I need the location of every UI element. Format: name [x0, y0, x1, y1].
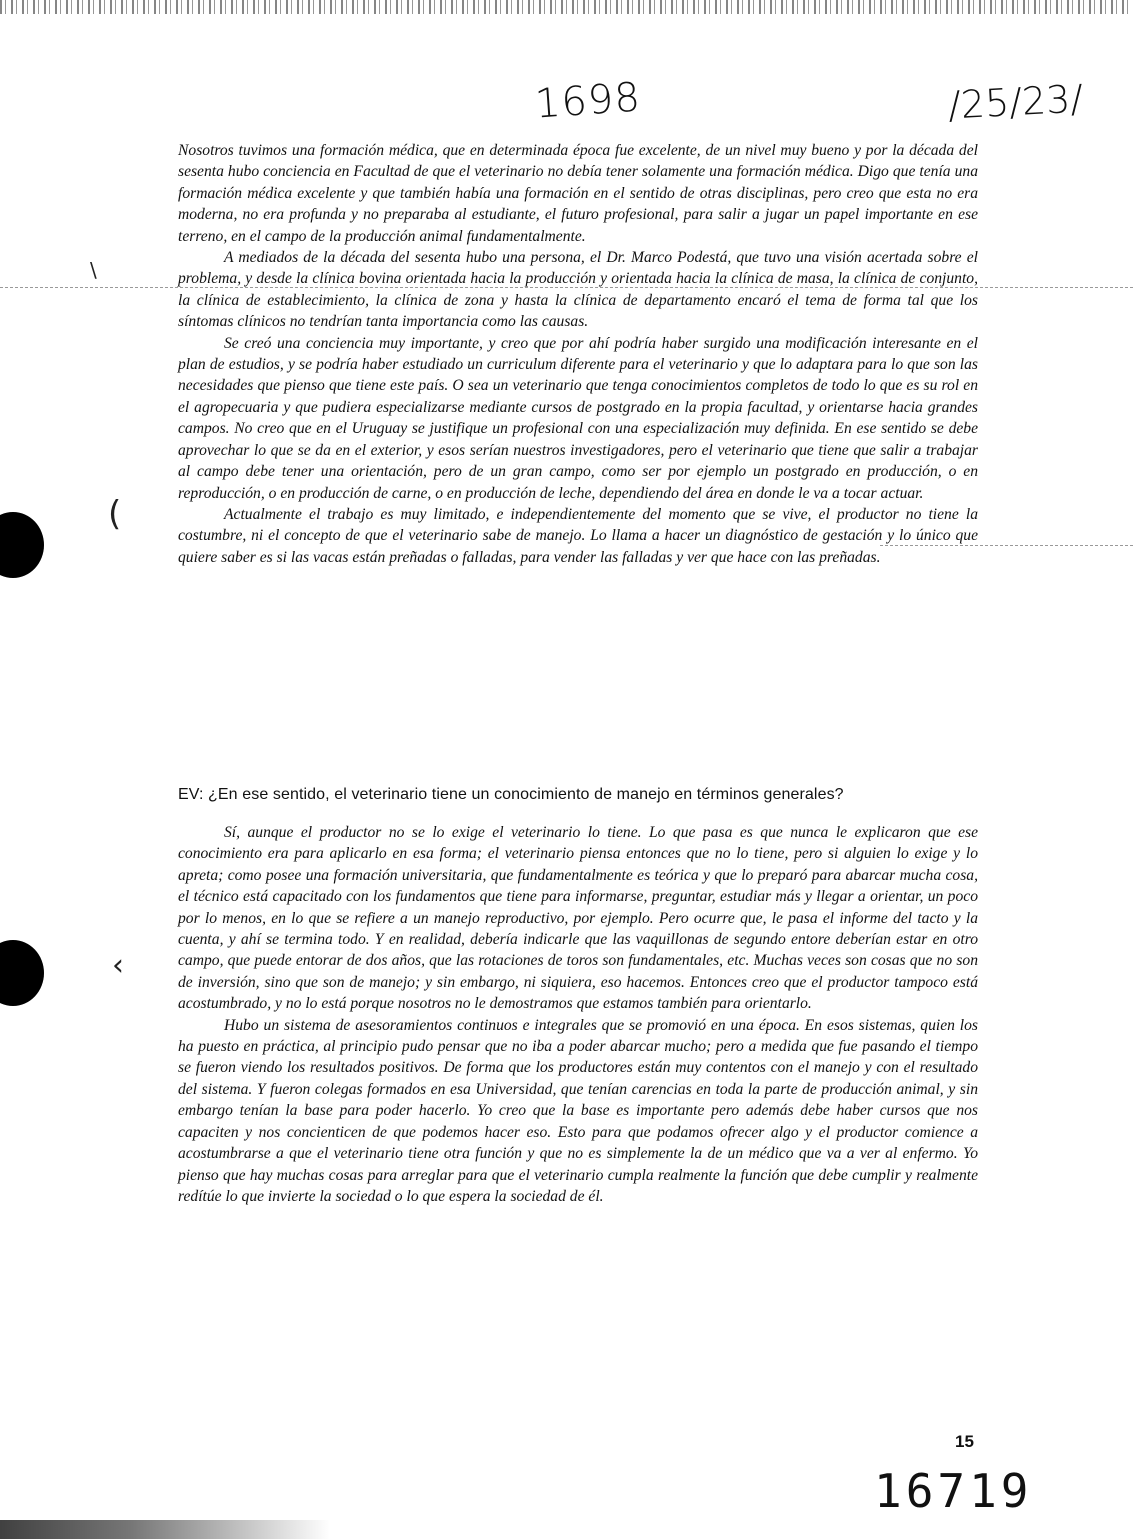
paragraph: Sí, aunque el productor no se lo exige el veterinario lo tiene. Lo que pasa es que nunca le explicaron que ese conocimiento era para aplicarlo en esa forma; el veterinario piensa entonces que no lo tiene, pero si alguien lo exige y lo apreta; como posee una formación universitaria, que fundamentalmente es teórica y que lo preparó para abarcar mucha cosa, el técnico está capacitado con los fundamentos que tiene para informarse, preguntar, estudiar más y llegar a orientar, un poco por lo menos, en lo que se refiere a un manejo reproductivo, por ejemplo. Pero ocurre que, le pasa el informe del tacto y la cuenta, y ahí se termina todo. Y en realidad, debería indicarle que las vaquillonas de segundo entore deberían estar en otro campo, que puede entorar de dos años, que las rotaciones de toros son fundamentales, etc. Muchas veces son cosas que no son de inversión, sino que son de manejo; y sin embargo, ni siquiera, eso hacemos. Entonces creo que el productor tampoco está acostumbrado, y no lo está porque nosotros no le demostramos que estamos también para orientarlo. — [178, 824, 978, 1013]
interview-question: EV: ¿En ese sentido, el veterinario tiene un conocimiento de manejo en términos generales? — [178, 786, 844, 803]
stamped-archive-number: 16719 — [874, 1464, 1033, 1518]
punch-hole — [0, 512, 44, 578]
scan-noise-top — [0, 0, 1133, 14]
handwritten-folio-number: 1698 — [533, 74, 643, 128]
paragraph: Se creó una conciencia muy importante, y creo que por ahí podría haber surgido una modificación interesante en el plan de estudios, y se podría haber estudiado un curriculum diferente para el veterinario y que lo adaptara para lo que son las necesidades que pienso que tiene este país. O sea un veterinario que tenga conocimientos completos de todo lo que es su rol en el agropecuaria y que pudiera especializarse mediante cursos de postgrado en la propia facultad, y orientarse hacia grandes campos. No creo que en el Uruguay se justifique un profesional con una especialización muy definida. En ese sentido se debe aprovechar lo que se da en el exterior, y esos serían nuestros investigadores, pero el veterinario que tiene que salir a trabajar al campo debe tener una orientación, pero de un gran campo, como ser por ejemplo un postgrado en producción, o en reproducción, o en producción de carne, o en producción de leche, dependiendo del área en donde le va a tocar actuar. — [178, 334, 978, 502]
margin-mark: ‹ — [112, 948, 124, 983]
paragraph: Hubo un sistema de asesoramientos continuos e integrales que se promovió en una época. En esos sistemas, quien los ha puesto en práctica, al principio pudo pensar que no iba a poder abarcar mucho; pero a medida que fue pasando el tiempo se fueron viendo los resultados positivos. De forma que los productores están muy contentos con el manejo y con el resultado del sistema. Y fueron colegas formados en esa Universidad, que tenían carencias en toda la parte de producción animal, y sin embargo tenían la base para poder hacerlo. Yo creo que la base es importante pero además debe haber cursos que nos capaciten y nos concienticen de que podemos hacer eso. Esto para que podamos ofrecer algo y el productor comience a acostumbrarse a que el veterinario tiene otra función y que no es simplemente la de un médico que va a ver al enfermo. Yo pienso que hay muchas cosas para arreglar para que el veterinario cumpla realmente la función que debe cumplir y realmente redítúe lo que invierte la sociedad o lo que espera la sociedad de él. — [178, 1016, 978, 1205]
scan-smudge-bottom — [0, 1520, 330, 1539]
page-number: 15 — [955, 1432, 974, 1451]
paragraph: Actualmente el trabajo es muy limitado, e independientemente del momento que se vive, el productor no tiene la costumbre, ni el concepto de que el veterinario sabe de manejo. Lo llama a hacer un diagnóstico de gestación y lo único que quiere saber es si las vacas están preñadas o falladas, para vender las falladas y ver que hace con las preñadas. — [178, 505, 978, 566]
document-body-bottom — [178, 822, 978, 1207]
document-body-top — [178, 140, 978, 568]
punch-hole — [0, 940, 44, 1006]
paragraph: A mediados de la década del sesenta hubo una persona, el Dr. Marco Podestá, que tuvo una visión acertada sobre el problema, y desde la clínica bovina orientada hacia la producción y orientada hacia la clínica de masa, la clínica de conjunto, la clínica de establecimiento, la clínica de zona y hasta la clínica de departamento encaró el tema de forma tal que los síntomas clínicos no tendrían tanta importancia como las causas. — [178, 249, 978, 331]
margin-mark: ( — [108, 494, 122, 534]
handwritten-reference: /25/23/ — [946, 76, 1085, 128]
paragraph: Nosotros tuvimos una formación médica, que en determinada época fue excelente, de un nivel muy bueno y por la década del sesenta hubo conciencia en Facultad de que el veterinario no debía tener solamente una formación médica. Digo que tenía una formación médica excelente y que también había una formación en el sentido de otras disciplinas, pero creo que esta no era moderna, no era profunda y no preparaba al estudiante, el futuro profesional, para salir a jugar un papel importante en ese terreno, en el campo de la producción animal fundamentalmente. — [178, 142, 978, 245]
margin-mark: \ — [90, 258, 97, 282]
